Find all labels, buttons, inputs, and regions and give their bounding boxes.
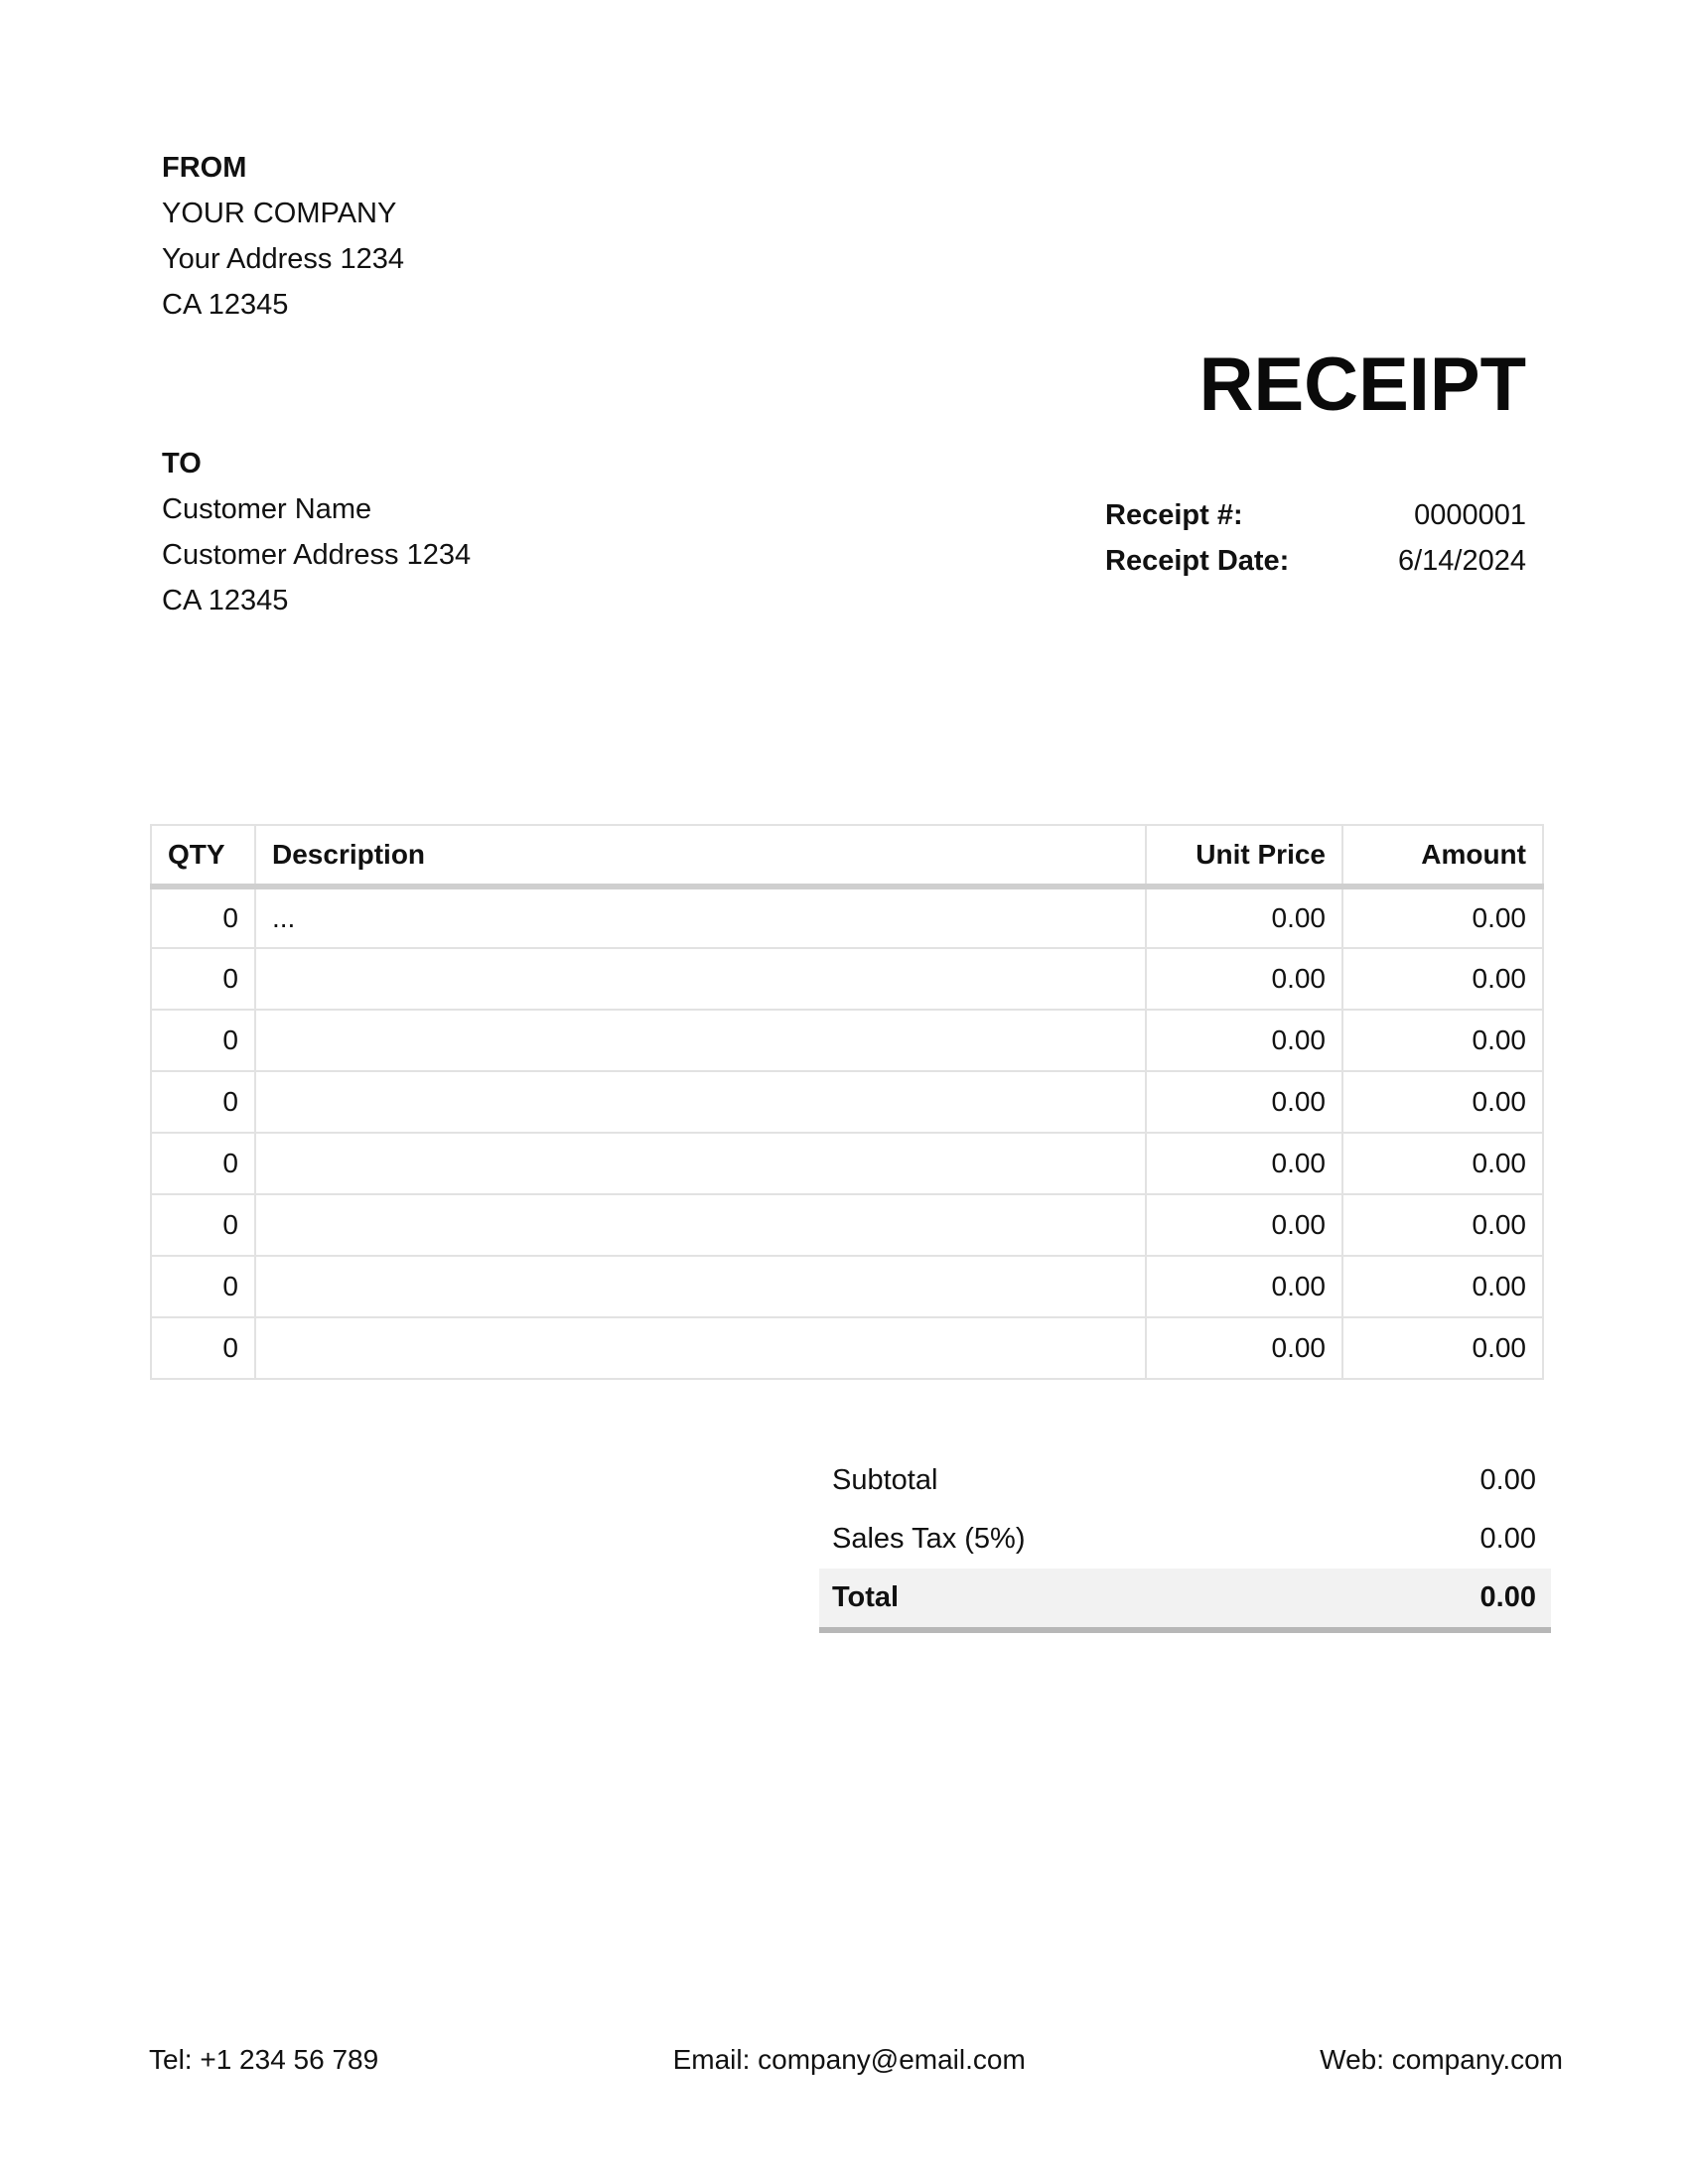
subtotal-row bbox=[819, 1451, 1551, 1510]
unit-price-cell: 0.00 bbox=[1146, 1317, 1342, 1379]
subtotal-label: Subtotal bbox=[832, 1464, 938, 1496]
qty-cell: 0 bbox=[151, 1133, 255, 1194]
receipt-date-value: 6/14/2024 bbox=[1397, 544, 1526, 577]
amount-cell: 0.00 bbox=[1342, 1194, 1543, 1256]
qty-cell: 0 bbox=[151, 1317, 255, 1379]
receipt-date-row bbox=[1105, 538, 1526, 584]
amount-cell: 0.00 bbox=[1342, 1317, 1543, 1379]
from-company: YOUR COMPANY bbox=[162, 198, 397, 229]
to-address: Customer Address 1234 bbox=[162, 539, 472, 571]
to-city: CA 12345 bbox=[162, 585, 289, 616]
items-header-row bbox=[151, 825, 1543, 887]
qty-cell: 0 bbox=[151, 948, 255, 1010]
description-cell bbox=[255, 1071, 1146, 1133]
receipt-number-value: 0000001 bbox=[1414, 498, 1526, 531]
unit-price-cell: 0.00 bbox=[1146, 1133, 1342, 1194]
description-cell bbox=[255, 1133, 1146, 1194]
qty-header: QTY bbox=[151, 825, 255, 887]
table-row bbox=[151, 1133, 1543, 1194]
description-cell bbox=[255, 1194, 1146, 1256]
amount-cell: 0.00 bbox=[1342, 948, 1543, 1010]
unit-price-cell: 0.00 bbox=[1146, 1194, 1342, 1256]
total-row bbox=[819, 1569, 1551, 1633]
receipt-number-label: Receipt #: bbox=[1105, 498, 1243, 531]
total-label: Total bbox=[832, 1581, 900, 1613]
sales-tax-label: Sales Tax (5%) bbox=[832, 1523, 1026, 1555]
totals-section bbox=[819, 1451, 1551, 1633]
from-section bbox=[162, 145, 404, 328]
amount-header: Amount bbox=[1342, 825, 1543, 887]
table-row bbox=[151, 1256, 1543, 1317]
table-row bbox=[151, 948, 1543, 1010]
qty-cell: 0 bbox=[151, 1071, 255, 1133]
description-cell bbox=[255, 1256, 1146, 1317]
from-address: Your Address 1234 bbox=[162, 243, 405, 275]
description-header: Description bbox=[255, 825, 1146, 887]
receipt-meta bbox=[1105, 492, 1526, 584]
unit-price-cell: 0.00 bbox=[1146, 1010, 1342, 1071]
footer-tel: Tel: +1 234 56 789 bbox=[149, 2044, 379, 2075]
receipt-number-row bbox=[1105, 492, 1526, 538]
footer bbox=[149, 2043, 1563, 2077]
qty-cell: 0 bbox=[151, 887, 255, 948]
footer-email: Email: company@email.com bbox=[672, 2044, 1026, 2075]
to-label: TO bbox=[162, 448, 202, 479]
amount-cell: 0.00 bbox=[1342, 887, 1543, 948]
unit-price-cell: 0.00 bbox=[1146, 1071, 1342, 1133]
table-row bbox=[151, 1317, 1543, 1379]
table-row bbox=[151, 1194, 1543, 1256]
amount-cell: 0.00 bbox=[1342, 1010, 1543, 1071]
sales-tax-value: 0.00 bbox=[1479, 1523, 1536, 1555]
table-row bbox=[151, 1071, 1543, 1133]
from-label: FROM bbox=[162, 152, 247, 184]
items-table bbox=[150, 824, 1544, 1380]
qty-cell: 0 bbox=[151, 1194, 255, 1256]
page-title: RECEIPT bbox=[1198, 342, 1526, 427]
amount-cell: 0.00 bbox=[1342, 1256, 1543, 1317]
sales-tax-row bbox=[819, 1510, 1551, 1569]
to-name: Customer Name bbox=[162, 493, 372, 525]
description-cell bbox=[255, 1317, 1146, 1379]
amount-cell: 0.00 bbox=[1342, 1133, 1543, 1194]
from-city: CA 12345 bbox=[162, 289, 289, 321]
unit-price-cell: 0.00 bbox=[1146, 948, 1342, 1010]
unit-price-header: Unit Price bbox=[1146, 825, 1342, 887]
receipt-date-label: Receipt Date: bbox=[1105, 544, 1290, 577]
description-cell bbox=[255, 1010, 1146, 1071]
subtotal-value: 0.00 bbox=[1479, 1464, 1536, 1496]
table-row bbox=[151, 887, 1543, 948]
unit-price-cell: 0.00 bbox=[1146, 887, 1342, 948]
description-cell: ... bbox=[255, 887, 1146, 948]
amount-cell: 0.00 bbox=[1342, 1071, 1543, 1133]
table-row bbox=[151, 1010, 1543, 1071]
footer-web: Web: company.com bbox=[1320, 2044, 1563, 2075]
to-section bbox=[162, 441, 471, 623]
total-value: 0.00 bbox=[1479, 1581, 1536, 1613]
description-cell bbox=[255, 948, 1146, 1010]
qty-cell: 0 bbox=[151, 1010, 255, 1071]
unit-price-cell: 0.00 bbox=[1146, 1256, 1342, 1317]
qty-cell: 0 bbox=[151, 1256, 255, 1317]
